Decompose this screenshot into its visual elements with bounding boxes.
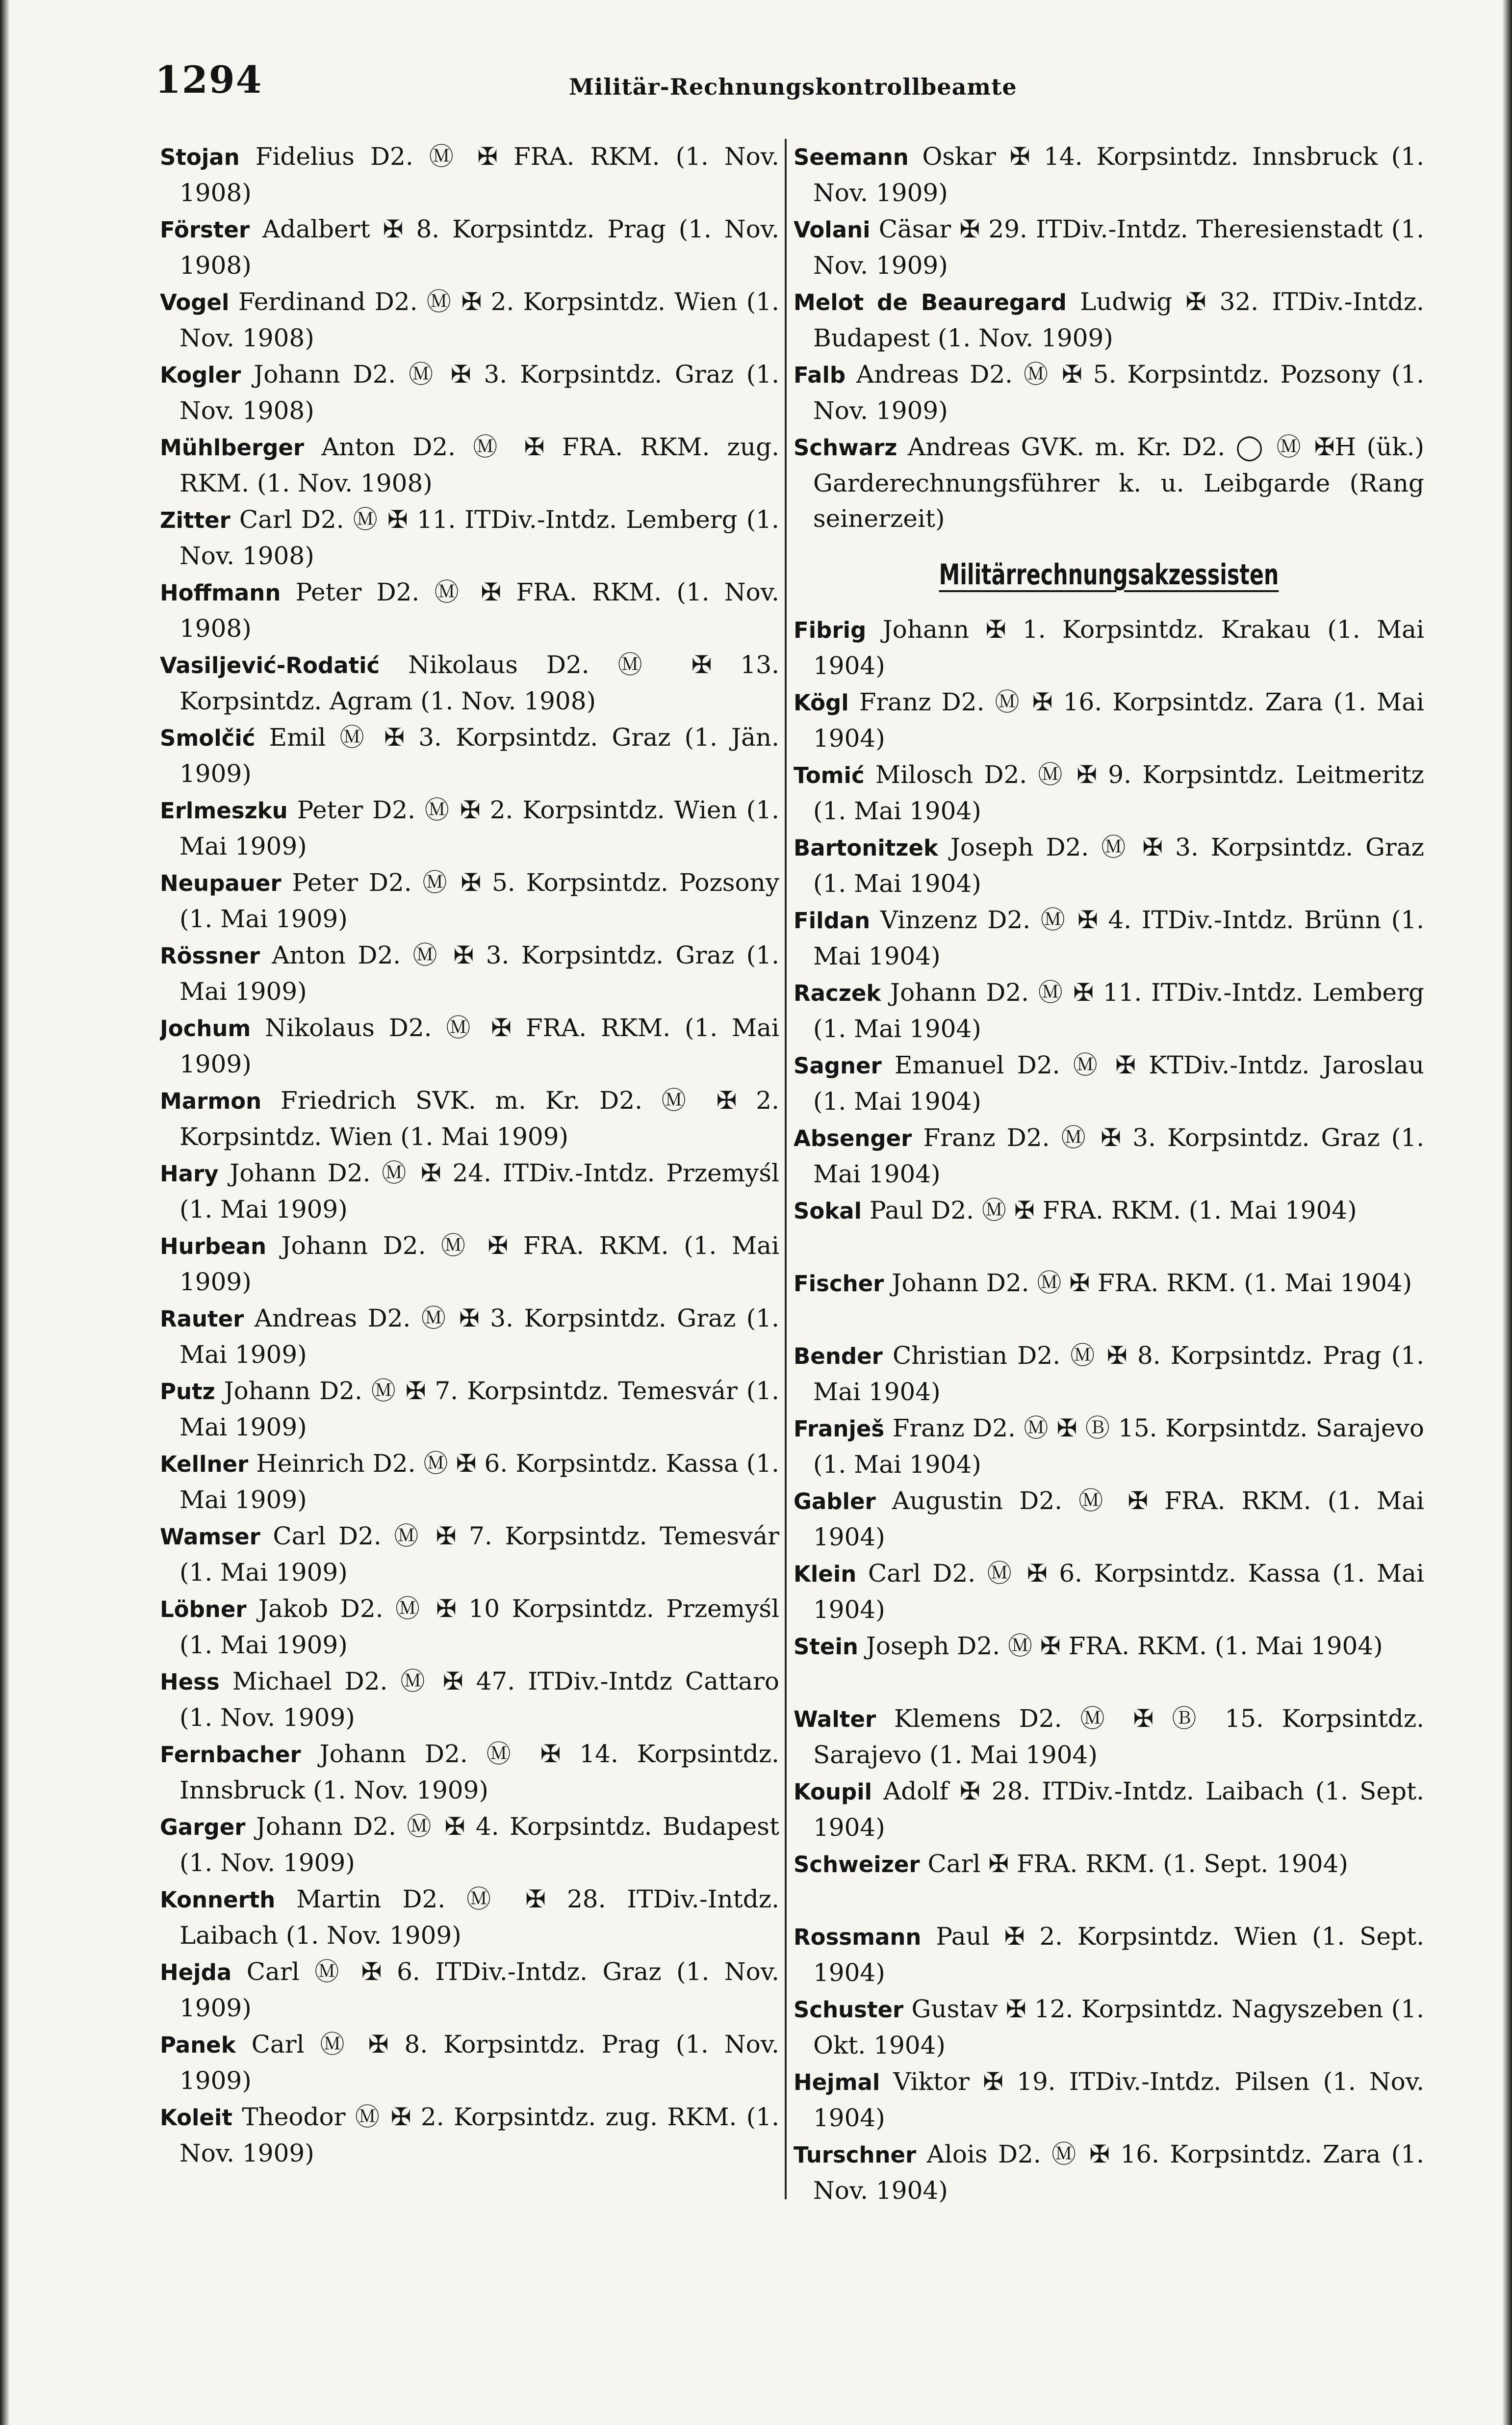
entry-details: Peter D2. Ⓜ ✠ FRA. RKM. (1. Nov. 1908) [179,578,779,643]
entry-surname: Absenger [794,1125,912,1151]
entry-surname: Fildan [794,908,871,934]
list-entry [160,1301,779,1373]
list-entry [160,647,779,720]
entry-surname: Marmon [160,1088,262,1114]
right-column [794,139,1424,2209]
list-entry [794,1846,1424,1919]
entry-details: Carl D2. Ⓜ ✠ 6. Korpsintdz. Kassa (1. Mai 1904) [813,1559,1424,1624]
entry-details: Joseph D2. Ⓜ ✠ FRA. RKM. (1. Mai 1904) [866,1632,1383,1660]
entry-details: Vinzenz D2. Ⓜ ✠ 4. ITDiv.-Intdz. Brünn (1. Mai 1904) [813,906,1424,970]
list-entry [794,1047,1424,1120]
list-entry [794,1991,1424,2064]
list-entry [794,357,1424,429]
entry-surname: Löbner [160,1596,247,1622]
entry-details: Johann D2. Ⓜ ✠ 24. ITDiv.-Intdz. Przemyśl (1. Mai 1909) [179,1159,779,1224]
list-entry [160,1373,779,1446]
list-entry [160,139,779,211]
entry-details: Adalbert ✠ 8. Korpsintdz. Prag (1. Nov. 1908) [179,215,779,280]
entry-surname: Volani [794,217,871,243]
entry-surname: Bartonitzek [794,835,938,861]
list-entry [160,720,779,792]
entry-details: Emanuel D2. Ⓜ ✠ KTDiv.-Intdz. Jaroslau (1. Mai 1904) [813,1051,1424,1116]
list-entry [794,830,1424,902]
entry-surname: Rössner [160,943,260,969]
list-entry [160,1591,779,1664]
entry-surname: Hoffmann [160,580,281,606]
list-entry [794,2064,1424,2137]
column-divider [785,139,787,2199]
entry-surname: Vasiljević-Rodatić [160,652,380,678]
entry-surname: Fischer [794,1271,884,1297]
entry-details: Paul D2. Ⓜ ✠ FRA. RKM. (1. Mai 1904) [869,1196,1357,1225]
entry-details: Christian D2. Ⓜ ✠ 8. Korpsintdz. Prag (1. Mai 1904) [813,1341,1424,1406]
entry-details: Jakob D2. Ⓜ ✠ 10 Korpsintdz. Przemyśl (1. Mai 1909) [179,1594,779,1659]
list-entry [794,1919,1424,1991]
entry-details: Johann D2. Ⓜ ✠ 11. ITDiv.-Intdz. Lemberg (1. Mai 1904) [813,978,1424,1043]
entry-surname: Smolčić [160,725,256,751]
list-entry [160,2099,779,2172]
list-entry [794,284,1424,357]
list-entry [160,1155,779,1228]
left-column [160,139,779,2172]
list-entry [794,612,1424,684]
entry-surname: Panek [160,2032,236,2058]
entry-details: Gustav ✠ 12. Korpsintdz. Nagyszeben (1. Okt. 1904) [813,1995,1424,2060]
list-entry [794,1410,1424,1483]
list-entry [160,357,779,429]
list-entry [160,865,779,938]
list-entry [794,902,1424,975]
entry-surname: Koupil [794,1779,872,1805]
entry-details: Michael D2. Ⓜ ✠ 47. ITDiv.-Intdz Cattaro (1. Nov. 1909) [179,1667,779,1732]
entry-surname: Schwarz [794,435,897,461]
right-column-entries-top [794,139,1424,538]
entry-details: Oskar ✠ 14. Korpsintdz. Innsbruck (1. Nov. 1909) [813,142,1424,207]
list-entry [794,139,1424,211]
entry-surname: Sokal [794,1198,862,1224]
entry-surname: Franješ [794,1416,885,1442]
entry-details: Johann D2. Ⓜ ✠ 7. Korpsintdz. Temesvár (1. Mai 1909) [179,1377,779,1441]
list-entry [160,938,779,1010]
entry-surname: Kogler [160,362,241,388]
list-entry [160,574,779,647]
list-entry [160,284,779,357]
list-entry [160,1083,779,1155]
entry-surname: Koleit [160,2105,232,2131]
entry-details: Nikolaus D2. Ⓜ ✠ 13. Korpsintdz. Agram (1. Nov. 1908) [179,651,779,715]
list-entry [160,429,779,502]
entry-details: Viktor ✠ 19. ITDiv.-Intdz. Pilsen (1. Nov. 1904) [813,2067,1424,2132]
list-entry [794,1628,1424,1701]
list-entry [160,1446,779,1518]
right-column-entries-bottom [794,612,1424,2209]
list-entry [160,1809,779,1881]
list-entry [794,684,1424,757]
entry-surname: Hejda [160,1959,232,1985]
list-entry [160,1664,779,1736]
entry-surname: Erlmeszku [160,798,288,824]
entry-surname: Fibrig [794,617,867,643]
entry-surname: Bender [794,1343,883,1369]
entry-details: Johann D2. Ⓜ ✠ 14. Korpsintdz. Innsbruck (1. Nov. 1909) [179,1740,779,1804]
entry-details: Theodor Ⓜ ✠ 2. Korpsintdz. zug. RKM. (1. Nov. 1909) [179,2103,779,2167]
entry-surname: Melot de Beauregard [794,289,1067,315]
list-entry [794,1265,1424,1338]
entry-surname: Hary [160,1161,219,1187]
entry-details: Heinrich D2. Ⓜ ✠ 6. Korpsintdz. Kassa (1. Mai 1909) [179,1449,779,1514]
list-entry [794,1193,1424,1265]
entry-details: Carl ✠ FRA. RKM. (1. Sept. 1904) [927,1850,1348,1878]
entry-details: Anton D2. Ⓜ ✠ FRA. RKM. zug. RKM. (1. Nov. 1908) [179,433,779,497]
list-entry [160,1881,779,1954]
entry-details: Paul ✠ 2. Korpsintdz. Wien (1. Sept. 1904) [813,1922,1424,1987]
entry-details: Ferdinand D2. Ⓜ ✠ 2. Korpsintdz. Wien (1. Nov. 1908) [179,287,779,352]
entry-details: Nikolaus D2. Ⓜ ✠ FRA. RKM. (1. Mai 1909) [179,1014,779,1078]
list-entry [794,2137,1424,2209]
list-entry [160,1518,779,1591]
entry-surname: Vogel [160,289,230,315]
entry-details: Johann D2. Ⓜ ✠ 4. Korpsintdz. Budapest (1. Nov. 1909) [179,1812,779,1877]
entry-details: Andreas D2. Ⓜ ✠ 5. Korpsintdz. Pozsony (1. Nov. 1909) [813,360,1424,425]
entry-surname: Putz [160,1379,215,1405]
entry-details: Cäsar ✠ 29. ITDiv.-Intdz. Theresienstadt (1. Nov. 1909) [813,215,1424,280]
list-entry [160,1736,779,1809]
list-entry [160,1228,779,1301]
entry-surname: Mühlberger [160,435,305,461]
section-title: Militärrechnungsakzessisten [939,558,1279,591]
entry-details: Johann D2. Ⓜ ✠ FRA. RKM. (1. Mai 1904) [892,1269,1412,1297]
entry-surname: Kellner [160,1451,249,1477]
entry-details: Emil Ⓜ ✠ 3. Korpsintdz. Graz (1. Jän. 1909) [179,723,779,788]
list-entry [794,1773,1424,1846]
entry-surname: Hurbean [160,1233,267,1259]
entry-details: Anton D2. Ⓜ ✠ 3. Korpsintdz. Graz (1. Mai 1909) [179,941,779,1006]
entry-surname: Wamser [160,1524,260,1550]
entry-details: Johann D2. Ⓜ ✠ 3. Korpsintdz. Graz (1. Nov. 1908) [179,360,779,425]
list-entry [794,211,1424,284]
entry-surname: Seemann [794,144,909,170]
entry-details: Carl Ⓜ ✠ 8. Korpsintdz. Prag (1. Nov. 1909) [179,2030,779,2095]
entry-details: Joseph D2. Ⓜ ✠ 3. Korpsintdz. Graz (1. Mai 1904) [813,833,1424,898]
entry-details: Adolf ✠ 28. ITDiv.-Intdz. Laibach (1. Sept. 1904) [813,1777,1424,1842]
entry-details: Friedrich SVK. m. Kr. D2. Ⓜ ✠ 2. Korpsintdz. Wien (1. Mai 1909) [179,1086,779,1151]
entry-surname: Falb [794,362,846,388]
list-entry [160,211,779,284]
entry-details: Peter D2. Ⓜ ✠ 5. Korpsintdz. Pozsony (1. Mai 1909) [179,868,779,933]
entry-surname: Hess [160,1669,220,1695]
entry-details: Johann D2. Ⓜ ✠ FRA. RKM. (1. Mai 1909) [179,1231,779,1296]
entry-surname: Schuster [794,1997,904,2023]
entry-details: Carl D2. Ⓜ ✠ 11. ITDiv.-Intdz. Lemberg (1. Nov. 1908) [179,505,779,570]
entry-details: Peter D2. Ⓜ ✠ 2. Korpsintdz. Wien (1. Mai 1909) [179,796,779,860]
entry-details: Franz D2. Ⓜ ✠ 16. Korpsintdz. Zara (1. Mai 1904) [813,688,1424,753]
entry-surname: Hejmal [794,2069,880,2095]
scan-edge-right [1502,0,1512,2425]
scan-edge-left [0,0,10,2425]
list-entry [160,1010,779,1083]
entry-surname: Raczek [794,980,881,1006]
list-entry [160,502,779,574]
entry-surname: Klein [794,1561,857,1587]
entry-surname: Jochum [160,1016,251,1042]
entry-details: Ludwig ✠ 32. ITDiv.-Intdz. Budapest (1. Nov. 1909) [813,287,1424,352]
entry-details: Andreas GVK. m. Kr. D2. ◯ Ⓜ ✠H (ük.) Garderechnungsführer k. u. Leibgarde (Rang seinerzeit) [813,433,1424,533]
entry-surname: Garger [160,1814,246,1840]
list-entry [794,1338,1424,1410]
list-entry [794,1701,1424,1773]
list-entry [794,757,1424,830]
page-number: 1294 [155,58,263,102]
entry-surname: Fernbacher [160,1742,301,1768]
list-entry [794,429,1424,538]
entry-details: Fidelius D2. Ⓜ ✠ FRA. RKM. (1. Nov. 1908) [179,142,779,207]
entry-surname: Rossmann [794,1924,922,1950]
entry-surname: Tomić [794,762,865,788]
entry-details: Martin D2. Ⓜ ✠ 28. ITDiv.-Intdz. Laibach (1. Nov. 1909) [179,1885,779,1950]
entry-details: Andreas D2. Ⓜ ✠ 3. Korpsintdz. Graz (1. Mai 1909) [179,1304,779,1369]
list-entry [794,975,1424,1047]
entry-surname: Sagner [794,1053,882,1079]
entry-surname: Kögl [794,690,849,716]
list-entry [794,1483,1424,1556]
list-entry [160,1954,779,2027]
list-entry [160,792,779,865]
entry-details: Augustin D2. Ⓜ ✠ FRA. RKM. (1. Mai 1904) [813,1486,1424,1551]
entry-details: Carl Ⓜ ✠ 6. ITDiv.-Intdz. Graz (1. Nov. 1909) [179,1957,779,2022]
entry-surname: Förster [160,217,250,243]
entry-surname: Stein [794,1634,858,1660]
section-heading [850,538,1368,612]
entry-surname: Rauter [160,1306,244,1332]
entry-details: Franz D2. Ⓜ ✠ 3. Korpsintdz. Graz (1. Mai 1904) [813,1123,1424,1188]
entry-details: Johann ✠ 1. Korpsintdz. Krakau (1. Mai 1904) [813,615,1424,680]
list-entry [794,1120,1424,1193]
entry-details: Carl D2. Ⓜ ✠ 7. Korpsintdz. Temesvár (1. Mai 1909) [179,1522,779,1587]
running-title: Militär-Rechnungskontrollbeamte [569,74,1017,100]
entry-surname: Stojan [160,144,240,170]
entry-details: Franz D2. Ⓜ ✠ Ⓑ 15. Korpsintdz. Sarajevo (1. Mai 1904) [813,1414,1424,1479]
list-entry [794,1556,1424,1628]
entry-surname: Turschner [794,2142,917,2168]
entry-surname: Konnerth [160,1887,276,1913]
entry-surname: Zitter [160,507,231,533]
entry-surname: Walter [794,1706,876,1732]
entry-surname: Schweizer [794,1851,920,1877]
list-entry [160,2027,779,2099]
entry-details: Klemens D2. Ⓜ ✠ Ⓑ 15. Korpsintdz. Sarajevo (1. Mai 1904) [813,1704,1424,1769]
entry-surname: Gabler [794,1488,876,1514]
entry-details: Milosch D2. Ⓜ ✠ 9. Korpsintdz. Leitmeritz (1. Mai 1904) [813,760,1424,825]
entry-surname: Neupauer [160,870,282,896]
entry-details: Alois D2. Ⓜ ✠ 16. Korpsintdz. Zara (1. Nov. 1904) [813,2140,1424,2205]
